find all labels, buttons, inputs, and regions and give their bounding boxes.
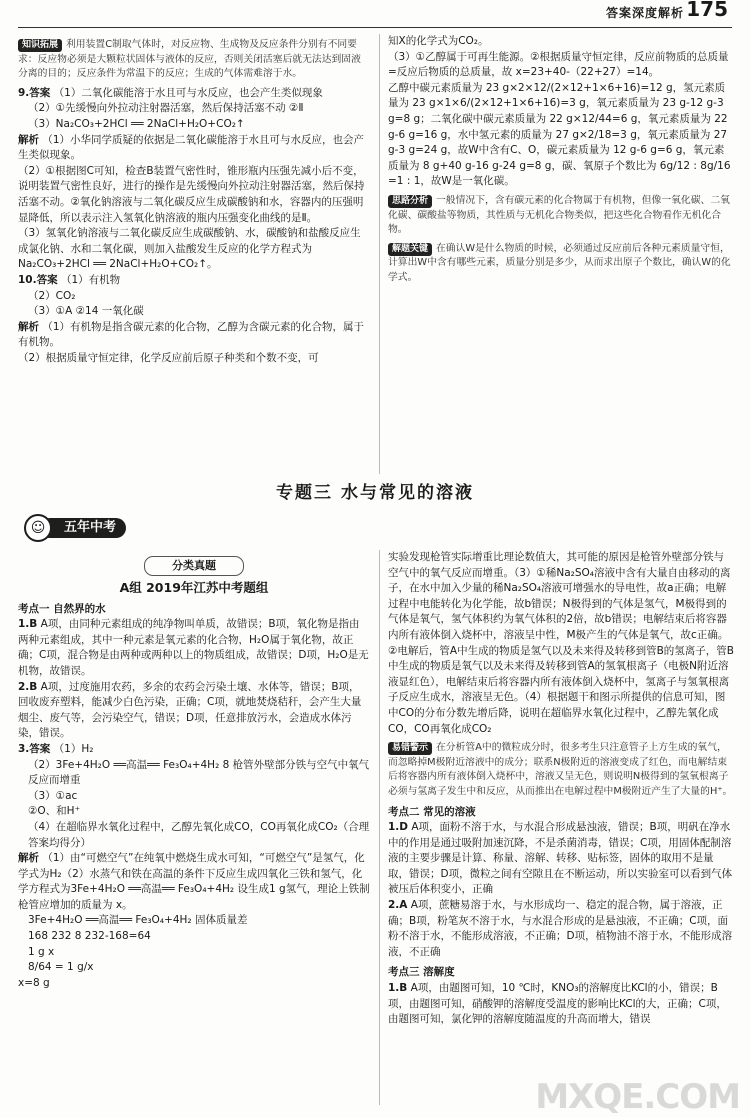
answer-paragraph — [18, 789, 370, 805]
answer-paragraph — [18, 851, 370, 913]
tip-text: 在确认W是什么物质的时候，必须通过反应前后各种元素质量守恒，计算出W中含有哪些元素，质量分别是多少，从而求出原子个数比，确认W的化学式。 — [388, 242, 731, 283]
answer-paragraph — [388, 981, 734, 1028]
answer-paragraph — [388, 34, 734, 50]
answer-label: 解析 — [18, 133, 39, 146]
header-rule — [18, 27, 732, 28]
answer-paragraph — [18, 976, 370, 992]
answer-text: 168 232 8 232-168=64 — [28, 930, 151, 943]
answer-paragraph — [18, 164, 370, 226]
tip-tag: 思路分析 — [388, 195, 432, 208]
answer-paragraph — [388, 898, 734, 960]
answer-text: （3）①ac — [28, 789, 78, 802]
tip-tag: 易错警示 — [388, 742, 432, 755]
answer-paragraph — [18, 913, 370, 929]
group-heading: A组 2019年江苏中考题组 — [119, 580, 269, 595]
answer-label: 3.答案 — [18, 742, 51, 755]
answer-text: A项，过度施用农药，多余的农药会污染土壤、水体等，错误；B项，回收废弃塑料，能减少白色污染，正确；C项，就地焚烧秸秆，会产生大量烟尘、废气等，会污染空气，错误；D项，任意排放污水，会造成水体污染，错误。 — [18, 680, 362, 740]
answer-paragraph — [18, 289, 370, 305]
answer-paragraph — [388, 550, 734, 737]
answer-text: （2）3Fe+4H₂O ══高温══ Fe₃O₄+4H₂ 8 枪管外壁部分铁与空气中氧气反应而增重 — [28, 758, 370, 787]
answer-text: （1）有机物是指含碳元素的化合物，乙醇为含碳元素的化合物，属于有机物。 — [18, 320, 365, 349]
left-column-bottom — [18, 550, 370, 1105]
tip-note — [388, 741, 734, 799]
answer-paragraph — [18, 960, 370, 976]
answer-paragraph — [18, 804, 370, 820]
answer-text: 乙醇中碳元素质量为 23 g×2×12/(2×12+1×6+16)=12 g，氢元素质量为 23 g×1×6/(2×12+1×6+16)=3 g，氧元素质量为 23 g-12 g-3 g=8 g；二氧化碳中碳元素质量为 22 g×12/44=6 g，氧元素质量为 22 g-6 g=16 g，水中氢元素的质量为 27 g×2/18=3 g，氧元素质量为 27 g-3 g=24 g，故W中含有C、O，碳元素质量为 12 g-6 g=6 g，氧元素质量为 8 g+40 g-16 g-24 g=8 g，碳、氧原子个数比为 6g/12 : 8g/16 =1 : 1，故W是一氧化碳。 — [388, 81, 731, 188]
right-column-top — [388, 34, 734, 474]
answer-paragraph — [388, 820, 734, 898]
answer-text: 8/64 = 1 g/x — [28, 961, 94, 974]
answer-paragraph — [388, 50, 734, 81]
topic-title: 专题三 水与常见的溶液 — [276, 483, 474, 503]
answer-paragraph — [18, 304, 370, 320]
answer-text: A项，蔗糖易溶于水，与水形成均一、稳定的混合物，属于溶液，正确；B项，粉笔灰不溶于水，与水混合形成的是悬浊液，不正确；C项，面粉不溶于水，不能形成溶液，不正确；D项，植物油不溶于水，不能形成溶液，不正确 — [388, 899, 733, 958]
answer-paragraph — [18, 351, 370, 367]
answer-label: 1.B — [18, 618, 38, 631]
answer-paragraph — [18, 742, 370, 758]
answer-paragraph — [18, 117, 370, 133]
answer-text: （2）根据质量守恒定律，化学反应前后原子种类和个数不变，可 — [18, 351, 319, 364]
five-year-badge — [14, 514, 164, 542]
answer-paragraph — [388, 81, 734, 190]
answer-paragraph — [18, 820, 370, 851]
page-header — [0, 0, 750, 28]
knowledge-point-heading: 考点三 溶解度 — [388, 966, 455, 979]
column-divider-bottom — [379, 550, 380, 1105]
tip-note — [18, 38, 370, 82]
answer-text: （3）①A ②14 一氧化碳 — [28, 305, 144, 318]
badge-label: 五年中考 — [40, 518, 126, 538]
answer-label: 1.B — [388, 982, 408, 995]
answer-paragraph — [18, 617, 370, 679]
answer-paragraph — [18, 929, 370, 945]
tip-text: 在分析管A中的微粒成分时，很多考生只注意管子上方生成的氧气，而忽略掉M极附近溶液中的成分；联系N极附近的溶液变成了红色，而电解结束后将容器内所有液体倒入烧杯中，溶液又呈无色，则说明N极得到的氢氧根离子必须与氢离子发生中和反应，从而推出在电解过程中M极附近产生了大量的H⁺。 — [388, 742, 733, 797]
knowledge-point-heading: 考点一 自然界的水 — [18, 602, 106, 615]
answer-text: x=8 g — [18, 976, 50, 989]
answer-label: 9.答案 — [18, 86, 51, 99]
answer-label: 解析 — [18, 320, 39, 333]
answer-text: 知X的化学式为CO₂。 — [388, 35, 489, 47]
answer-paragraph — [18, 680, 370, 742]
answer-text: 3Fe+4H₂O ══高温══ Fe₃O₄+4H₂ 固体质量差 — [28, 914, 248, 927]
answer-text: （1）小华同学质疑的依据是二氧化碳能溶于水且可与水反应，也会产生类似现象。 — [18, 133, 365, 162]
answer-label: 2.B — [18, 680, 38, 693]
knowledge-point-heading: 考点二 常见的溶液 — [388, 805, 476, 818]
answer-text: （2）①根据图C可知，检查B装置气密性时，锥形瓶内压强先减小后不变，说明装置气密性良好，进行的操作是先缓慢向外拉动注射器活塞，然后保持活塞不动。②氧化钠溶液与二氧化碳反应生成碳酸钠和水，容器内的压强明显降低，所以表示注入氢氧化钠溶液的瓶内压强变化曲线的是Ⅱ。 — [18, 164, 365, 224]
answer-paragraph — [18, 86, 370, 102]
answer-text: 1 g x — [28, 945, 55, 958]
left-bottom-content — [18, 617, 370, 991]
tip-tag: 知识拓展 — [18, 39, 62, 52]
tip-note — [388, 194, 734, 238]
answer-label: 10.答案 — [18, 273, 58, 286]
right-column-bottom — [388, 550, 734, 1105]
left-column-top — [18, 34, 370, 474]
answer-text: 实验发现枪管实际增重比理论数值大，其可能的原因是枪管外壁部分铁与空气中的氧气反应而增重。（3）①稀Na₂SO₄溶液中含有大量自由移动的离子，在水中加入少量的稀Na₂SO₄溶液可增强水的导电性，故a正确；电解过程中电能转化为化学能，故b错误；N极得到的气体是氢气，M极得到的气体是氧气，氢气体积约为氧气体积的2倍，故b错误；电解结束后将容器内所有液体倒入烧杯中，溶液呈中性，M极产生的气体是氧气，故c正确。②电解后，管A中生成的物质是氢气以及未来得及转移到管B的氢离子，管B中生成的物质是氧气以及未来得及转移到管A的氢氧根离子（电极N附近溶液显红色），电解结束后将容器内所有液体倒入烧杯中，氢离子与氢氧根离子反应生成水，溶液呈无色。（4）根据题干和图示所提供的信息可知，图中CO的分布分数先增后降，说明在超临界水氧化过程中，乙醇先氧化成CO，CO再氧化成CO₂ — [388, 551, 734, 735]
answer-paragraph — [18, 320, 370, 351]
answer-text: （1）由“可燃空气”在纯氧中燃烧生成水可知，“可燃空气”是氢气，化学式为H₂（2）水蒸气和铁在高温的条件下反应生成四氧化三铁和氢气，化学方程式为3Fe+4H₂O ══高温══ Fe₃O₄+4H₂ 设生成1 g氢气，理论上铁制枪管应增加的质量为 x。 — [18, 852, 370, 911]
answer-text: （1）二氧化碳能溶于水且可与水反应，也会产生类似现象 — [53, 86, 323, 99]
smile-face-icon: ☺ — [24, 514, 52, 542]
answer-text: A项，面粉不溶于水，与水混合形成悬浊液，错误；B项，明矾在净水中的作用是通过吸附加速沉降，不是杀菌消毒，错误；C项，用固体配制溶液的主要步骤是计算、称量、溶解、转移、贴标签，固体的取用不是量取，错误；D项，微粒之间有空隙且在不断运动，所以实验室可以看到气体被压后体积变小，正确 — [388, 821, 733, 896]
answer-paragraph — [18, 273, 370, 289]
answer-text: （2）①先缓慢向外拉动注射器活塞，然后保持活塞不动 ②Ⅱ — [28, 102, 304, 115]
answer-text: （1）有机物 — [60, 273, 121, 286]
tip-note — [388, 242, 734, 286]
answer-paragraph — [18, 226, 370, 273]
answer-paragraph — [18, 133, 370, 164]
answer-text: （1）H₂ — [53, 742, 94, 755]
answer-text: （3）①乙醇属于可再生能源。②根据质量守恒定律，反应前物质的总质量=反应后物质的总质量，故 x=23+40-（22+27）=14。 — [388, 50, 729, 79]
category-box: 分类真题 — [144, 556, 244, 576]
section-title: 答案深度解析 — [605, 6, 684, 20]
tip-text: 利用装置C制取气体时，对反应物、生成物及反应条件分别有不同要求：反应物必须是大颗粒状固体与液体的反应，否则关闭活塞后就无法达到固液分离的目的；反应条件为常温下的反应；生成的气体需难溶于水。 — [18, 39, 361, 80]
answer-text: A项，由同种元素组成的纯净物叫单质，故错误；B项，氧化物是指由两种元素组成，其中一种元素是氧元素的化合物，H₂O属于氧化物，故正确；C项，混合物是由两种或两种以上的物质组成，故错误；D项，H₂O是无机物，故错误。 — [18, 618, 369, 677]
answer-text: （3）氢氧化钠溶液与二氧化碳反应生成碳酸钠、水，碳酸钠和盐酸反应生成氯化钠、水和二氧化碳，则加入盐酸发生反应的化学方程式为Na₂CO₃+2HCl ══ 2NaCl+H₂O+CO₂↑。 — [18, 227, 361, 271]
answer-paragraph — [18, 945, 370, 961]
tip-tag: 解题关键 — [388, 243, 432, 256]
answer-label: 解析 — [18, 852, 39, 865]
answer-text: A项，由题图可知，10 ℃时，KNO₃的溶解度比KCl的小，错误；B项，由题图可知，硝酸钾的溶解度受温度的影响比KCl的大，正确；C项，由题图可知，氯化钾的溶解度随温度的升高而增大，错误 — [388, 982, 727, 1026]
page-number: 175 — [686, 0, 728, 21]
tip-text: 一般情况下，含有碳元素的化合物属于有机物，但像一氧化碳、二氧化碳、碳酸盐等物质，其性质与无机化合物类似，把这些化合物看作无机化合物。 — [388, 194, 730, 236]
answer-text: （3）Na₂CO₃+2HCl ══ 2NaCl+H₂O+CO₂↑ — [28, 117, 245, 130]
answer-label: 1.D — [388, 821, 409, 834]
answer-paragraph — [18, 101, 370, 117]
watermark: MXQE.COM — [535, 1077, 740, 1117]
answer-label: 2.A — [388, 899, 408, 912]
answer-text: （4）在超临界水氧化过程中，乙醇先氧化成CO，CO再氧化成CO₂（合理答案均得分） — [28, 820, 370, 849]
column-divider-top — [379, 34, 380, 474]
answer-paragraph — [18, 758, 370, 789]
answer-text: ②O、和H⁺ — [28, 805, 81, 818]
answer-text: （2）CO₂ — [28, 289, 76, 302]
